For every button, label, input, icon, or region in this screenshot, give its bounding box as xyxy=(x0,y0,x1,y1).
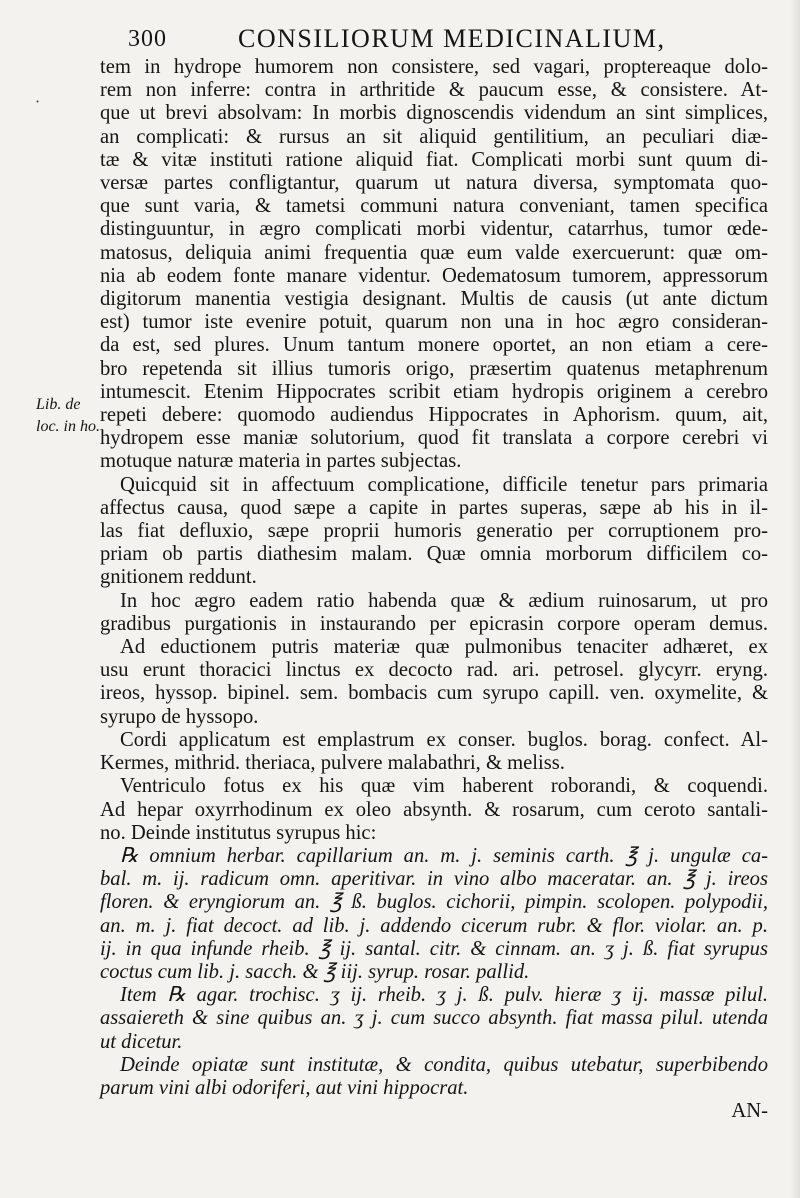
margin-note xyxy=(36,394,106,438)
text-line: ut dicetur. xyxy=(100,1030,183,1053)
text-line: bal. m. ij. radicum omn. aperitivar. in vino albo maceratar. an. ℥ j. ireos xyxy=(100,868,768,891)
margin-note-line: loc. in ho. xyxy=(36,418,100,435)
text-line: Ventriculo fotus ex his quæ vim haberent roborandi, & coquendi. xyxy=(120,775,768,798)
text-line: ij. in qua infunde rheib. ℥ ij. santal. citr. & cinnam. an. ʒ j. ß. fiat syrupus xyxy=(100,937,768,960)
text-line: an complicati: & rursus an sit aliquid gentilitium, an peculiari diæ- xyxy=(100,125,768,148)
text-line: digitorum manentia vestigia designant. Multis de causis (ut ante dictum xyxy=(100,288,768,311)
text-line: ℞ omnium herbar. capillarium an. m. j. seminis carth. ℥ j. ungulæ ca- xyxy=(120,844,768,867)
text-line: no. Deinde institutus syrupus hic: xyxy=(100,821,377,844)
catchword: AN- xyxy=(731,1100,768,1123)
page-number: 300 xyxy=(128,26,167,52)
page-header xyxy=(118,22,698,56)
text-line: Quicquid sit in affectuum complicatione, difficile tenetur pars primaria xyxy=(120,473,768,496)
text-line: parum vini albi odoriferi, aut vini hippocrat. xyxy=(100,1076,469,1099)
text-line: assaiereth & sine quibus an. ʒ j. cum succo absynth. fiat massa pilul. utenda xyxy=(100,1007,768,1030)
text-line: Ad hepar oxyrrhodinum ex oleo absynth. & rosarum, cum ceroto santali- xyxy=(100,798,768,821)
text-line: bro repetenda sit illius tumoris origo, præsertim quatenus metaphrenum xyxy=(100,357,768,380)
text-line: Item ℞ agar. trochisc. ʒ ij. rheib. ʒ j. ß. pulv. hieræ ʒ ij. massæ pilul. xyxy=(120,984,768,1007)
running-title: CONSILIORUM MEDICINALIUM, xyxy=(238,24,666,53)
text-line: matosus, deliquia animi frequentia quæ eum valde exercuerunt: quæ om- xyxy=(100,241,768,264)
text-line: gradibus purgationis in instaurando per epicrasin corpore operam demus. xyxy=(100,612,768,635)
text-line: Ad eductionem putris materiæ quæ pulmonibus tenaciter adhæret, ex xyxy=(120,636,768,659)
text-line: rem non inferre: contra in arthritide & paucum esse, & consistere. At- xyxy=(100,79,768,102)
page-edge-shadow xyxy=(790,0,800,1198)
text-line: Deinde opiatæ sunt institutæ, & condita, quibus utebatur, superbibendo xyxy=(120,1053,768,1076)
text-line: Cordi applicatum est emplastrum ex conser. buglos. borag. confect. Al- xyxy=(120,728,768,751)
text-line: intumescit. Etenim Hippocrates scribit etiam hydropis originem a cerebro xyxy=(100,380,768,403)
text-line: In hoc ægro eadem ratio habenda quæ & ædium ruinosarum, ut pro xyxy=(120,589,768,612)
text-line: priam ob partis diathesim malam. Quæ omnia morborum difficilem co- xyxy=(100,543,768,566)
text-line: tem in hydrope humorem non consistere, sed vagari, proptereaque dolo- xyxy=(100,56,768,78)
text-line: usu erunt thoracici linctus ex decocto rad. ari. petrosel. glycyrr. eryng. xyxy=(100,659,768,682)
text-line: repeti debere: quomodo audiendus Hippocrates in Aphorism. quum, ait, xyxy=(100,404,768,427)
text-line: distinguuntur, in ægro complicati morbi videntur, catarrhus, tumor œde- xyxy=(100,218,768,241)
text-line: tæ & vitæ instituti ratione aliquid fiat. Complicati morbi sunt quum di- xyxy=(100,148,768,171)
ink-mark: · xyxy=(35,92,41,111)
body-text xyxy=(100,56,768,1123)
text-line: nia ab eodem fonte manare videntur. Oedematosum tumorem, appressorum xyxy=(100,264,768,287)
text-line: da est, sed plures. Unum tantum monere oportet, an non etiam a cere- xyxy=(100,334,768,357)
text-line: syrupo de hyssopo. xyxy=(100,705,259,728)
text-line: est) tumor iste evenire potuit, quarum non una in hoc ægro consideran- xyxy=(100,311,768,334)
margin-note-line: Lib. de xyxy=(36,396,81,413)
text-line: Kermes, mithrid. theriaca, pulvere malabathri, & meliss. xyxy=(100,752,565,775)
text-line: que sunt varia, & tametsi communi natura conveniant, tamen specifica xyxy=(100,195,768,218)
text-line: las fiat defluxio, sæpe proprii humoris generatio per corruptionem pro- xyxy=(100,520,768,543)
text-line: coctus cum lib. j. sacch. & ℥ iij. syrup. rosar. pallid. xyxy=(100,960,530,983)
text-line: que ut brevi absolvam: In morbis dignoscendis videndum an sint simplices, xyxy=(100,102,768,125)
text-line: versæ partes confligtantur, quarum ut natura diversa, symptomata quo- xyxy=(100,172,768,195)
text-line: hydropem esse maniæ solutorium, quod fit translata a corpore cerebri vi xyxy=(100,427,768,450)
text-line: ireos, hyssop. bipinel. sem. bombacis cum syrupo capill. ven. oxymelite, & xyxy=(100,682,768,705)
text-line: gnitionem reddunt. xyxy=(100,566,257,589)
text-line: motuque naturæ materia in partes subjectas. xyxy=(100,450,462,473)
text-line: an. m. j. fiat decoct. ad lib. j. addendo cicerum rubr. & flor. violar. an. p. xyxy=(100,914,768,937)
text-line: floren. & eryngiorum an. ℥ ß. buglos. cichorii, pimpin. scolopen. polypodii, xyxy=(100,891,768,914)
text-line: affectus causa, quod sæpe a capite in partes superas, sæpe ab his in il- xyxy=(100,496,768,519)
